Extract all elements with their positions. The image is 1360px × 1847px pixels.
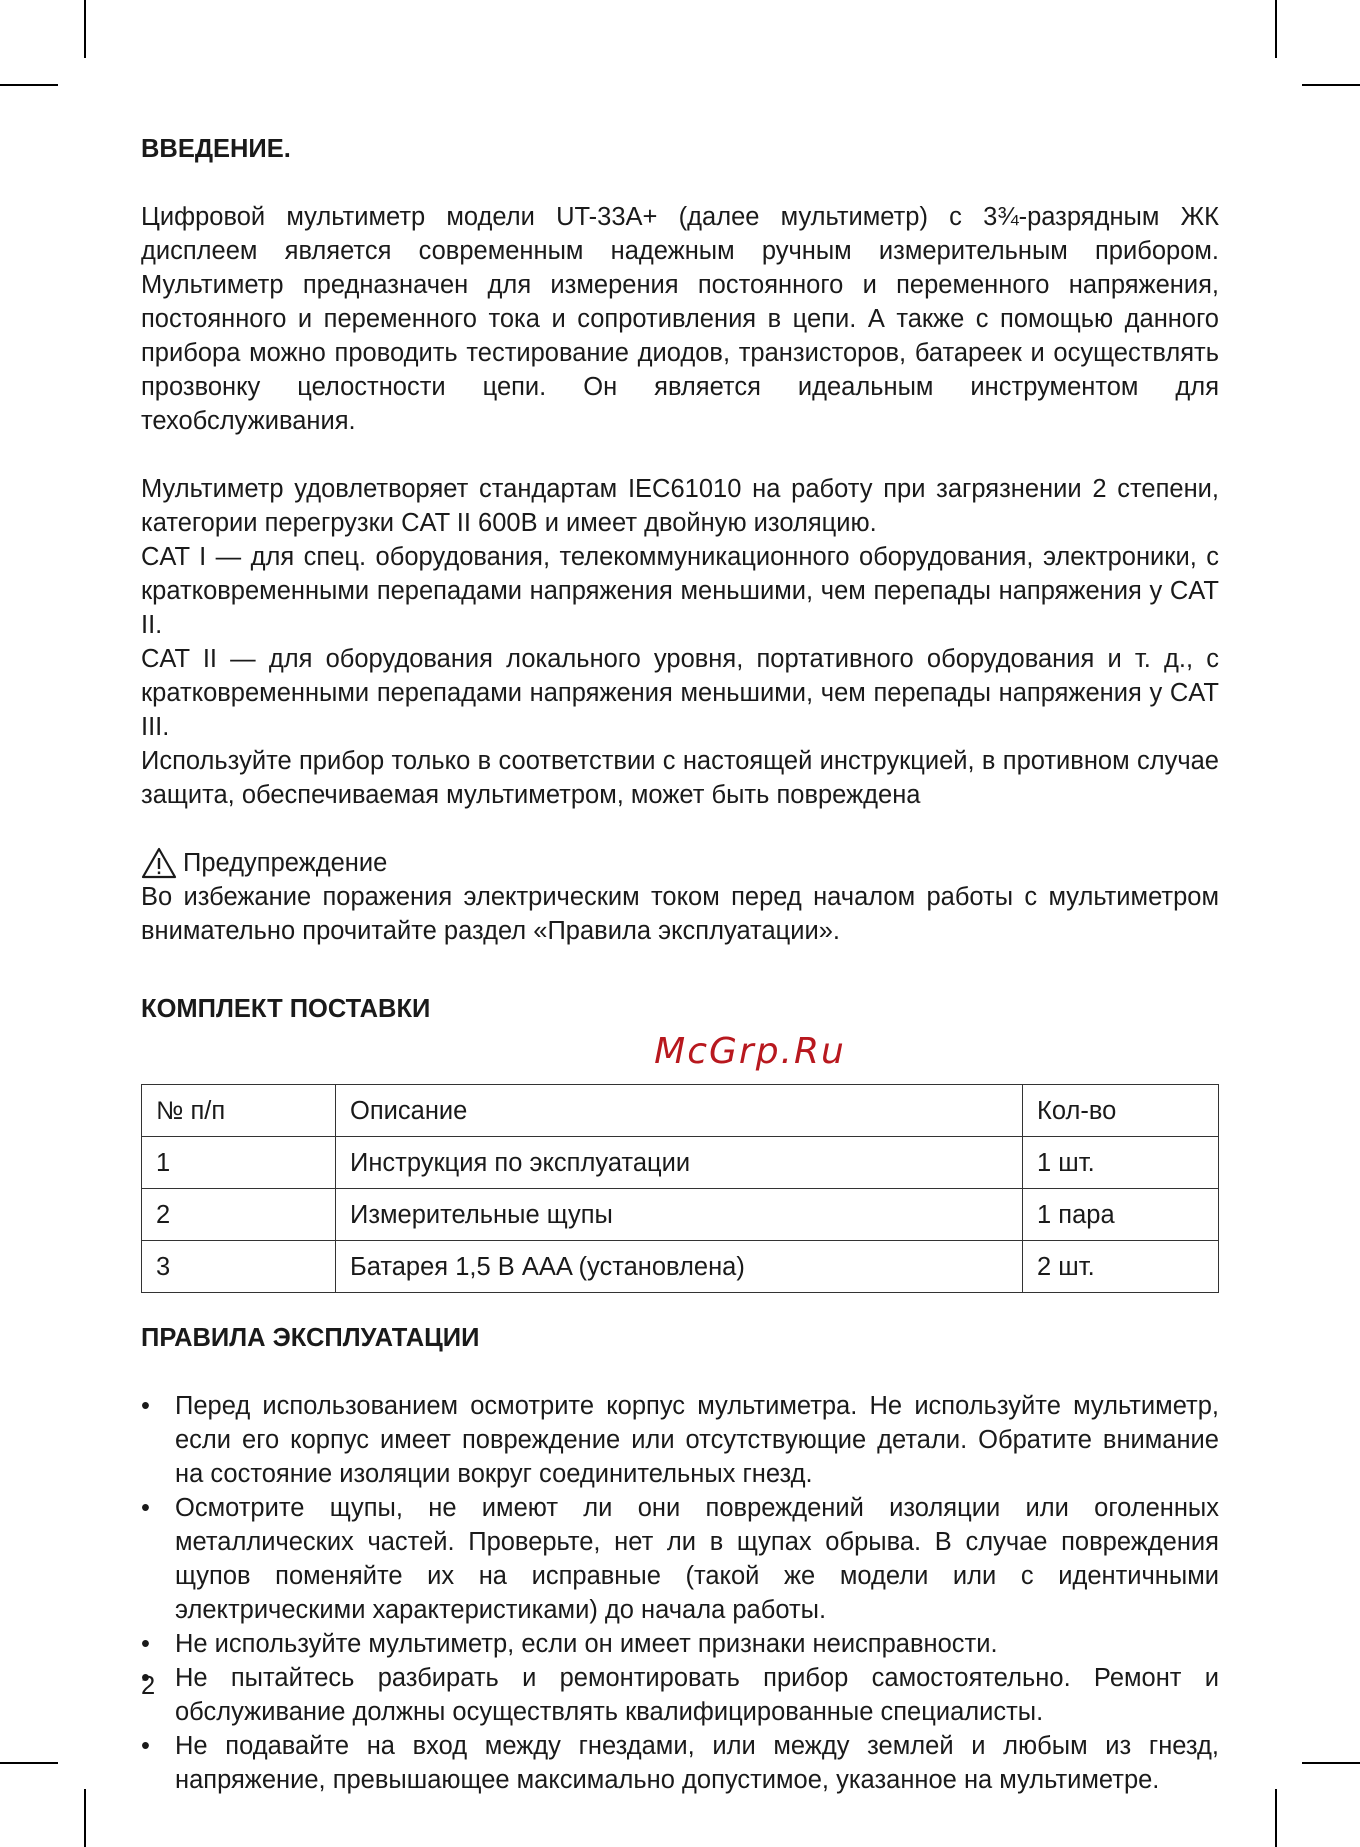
standards-paragraph: Мультиметр удовлетворяет стандартам IEC61010 на работу при загрязнении 2 степени, категории перегрузки CAT II 600В и имеет двойную изоляцию. [141, 475, 1219, 537]
table-row [142, 1241, 1219, 1293]
list-item: • Не подавайте на вход между гнездами, или между землей и любым из гнезд, напряжение, превышающее максимально допустимое, указанное на мультиметре. [141, 1729, 1219, 1797]
table-row [142, 1137, 1219, 1189]
table-header-row [142, 1085, 1219, 1137]
table-cell: Инструкция по эксплуатации [336, 1137, 1023, 1189]
table-cell: 2 шт. [1023, 1241, 1219, 1293]
cat-i-paragraph: CAT I — для спец. оборудования, телекоммуникационного оборудования, электроники, с кратковременными перепадами напряжения меньшими, чем перепады напряжения у CAT II. [141, 543, 1219, 639]
crop-mark [1302, 84, 1360, 86]
intro-paragraph: Цифровой мультиметр модели UT-33A+ (далее мультиметр) с 3¾-разрядным ЖК дисплеем является современным надежным ручным измерительным прибором. Мультиметр предназначен для измерения постоянного и переменного напряжения, постоянного и переменного тока и сопротивления в цепи. А также с помощью данного прибора можно проводить тестирование диодов, транзисторов, батареек и осуществлять прозвонку целостности цепи. Он является идеальным инструментом для техобслуживания. [141, 203, 1219, 435]
warning-triangle-icon [141, 847, 177, 879]
list-item: • Перед использованием осмотрите корпус мультиметра. Не используйте мультиметр, если его корпус имеет повреждение или отсутствующие детали. Обратите внимание на состояние изоляции вокруг соединительных гнезд. [141, 1389, 1219, 1491]
table-cell: 3 [142, 1241, 336, 1293]
crop-mark [84, 0, 86, 58]
list-item: • Не пытайтесь разбирать и ремонтировать прибор самостоятельно. Ремонт и обслуживание должны осуществлять квалифицированные специалисты. [141, 1661, 1219, 1729]
list-item: • Не используйте мультиметр, если он имеет признаки неисправности. [141, 1627, 1219, 1661]
rules-list [141, 1389, 1219, 1797]
table-cell: 1 пара [1023, 1189, 1219, 1241]
crop-mark [0, 1762, 58, 1764]
table-cell: Батарея 1,5 В AAA (установлена) [336, 1241, 1023, 1293]
warning-label: Предупреждение [183, 849, 388, 877]
crop-mark [1302, 1762, 1360, 1764]
usage-paragraph: Используйте прибор только в соответствии с настоящей инструкцией, в противном случае защита, обеспечиваемая мультиметром, может быть повреждена [141, 747, 1219, 809]
table-cell: 1 [142, 1137, 336, 1189]
crop-mark [1275, 1789, 1277, 1847]
table-header-cell: Описание [336, 1085, 1023, 1137]
kit-title: КОМПЛЕКТ ПОСТАВКИ [141, 995, 431, 1023]
crop-mark [84, 1789, 86, 1847]
list-item: • Осмотрите щупы, не имеют ли они повреждений изоляции или оголенных металлических частей. Проверьте, нет ли в щупах обрыва. В случае повреждения щупов поменяйте их на исправные (такой же модели или с идентичными электрическими характеристиками) до начала работы. [141, 1491, 1219, 1627]
table-cell: 2 [142, 1189, 336, 1241]
table-header-cell: № п/п [142, 1085, 336, 1137]
crop-mark [0, 84, 58, 86]
page-content [141, 132, 1219, 1797]
table-header-cell: Кол-во [1023, 1085, 1219, 1137]
table-cell: 1 шт. [1023, 1137, 1219, 1189]
table-row [142, 1189, 1219, 1241]
table-cell: Измерительные щупы [336, 1189, 1023, 1241]
kit-table [141, 1084, 1219, 1293]
crop-mark [1275, 0, 1277, 58]
warning-text: Во избежание поражения электрическим током перед началом работы с мультиметром внимательно прочитайте раздел «Правила эксплуатации». [141, 883, 1219, 945]
intro-title: ВВЕДЕНИЕ. [141, 135, 291, 163]
cat-ii-paragraph: CAT II — для оборудования локального уровня, портативного оборудования и т. д., с кратковременными перепадами напряжения меньшими, чем перепады напряжения у CAT III. [141, 645, 1219, 741]
rules-title: ПРАВИЛА ЭКСПЛУАТАЦИИ [141, 1324, 480, 1352]
watermark: McGrp.Ru [654, 1031, 846, 1072]
page-number: 2 [141, 1672, 156, 1700]
warning-header [141, 846, 1219, 880]
